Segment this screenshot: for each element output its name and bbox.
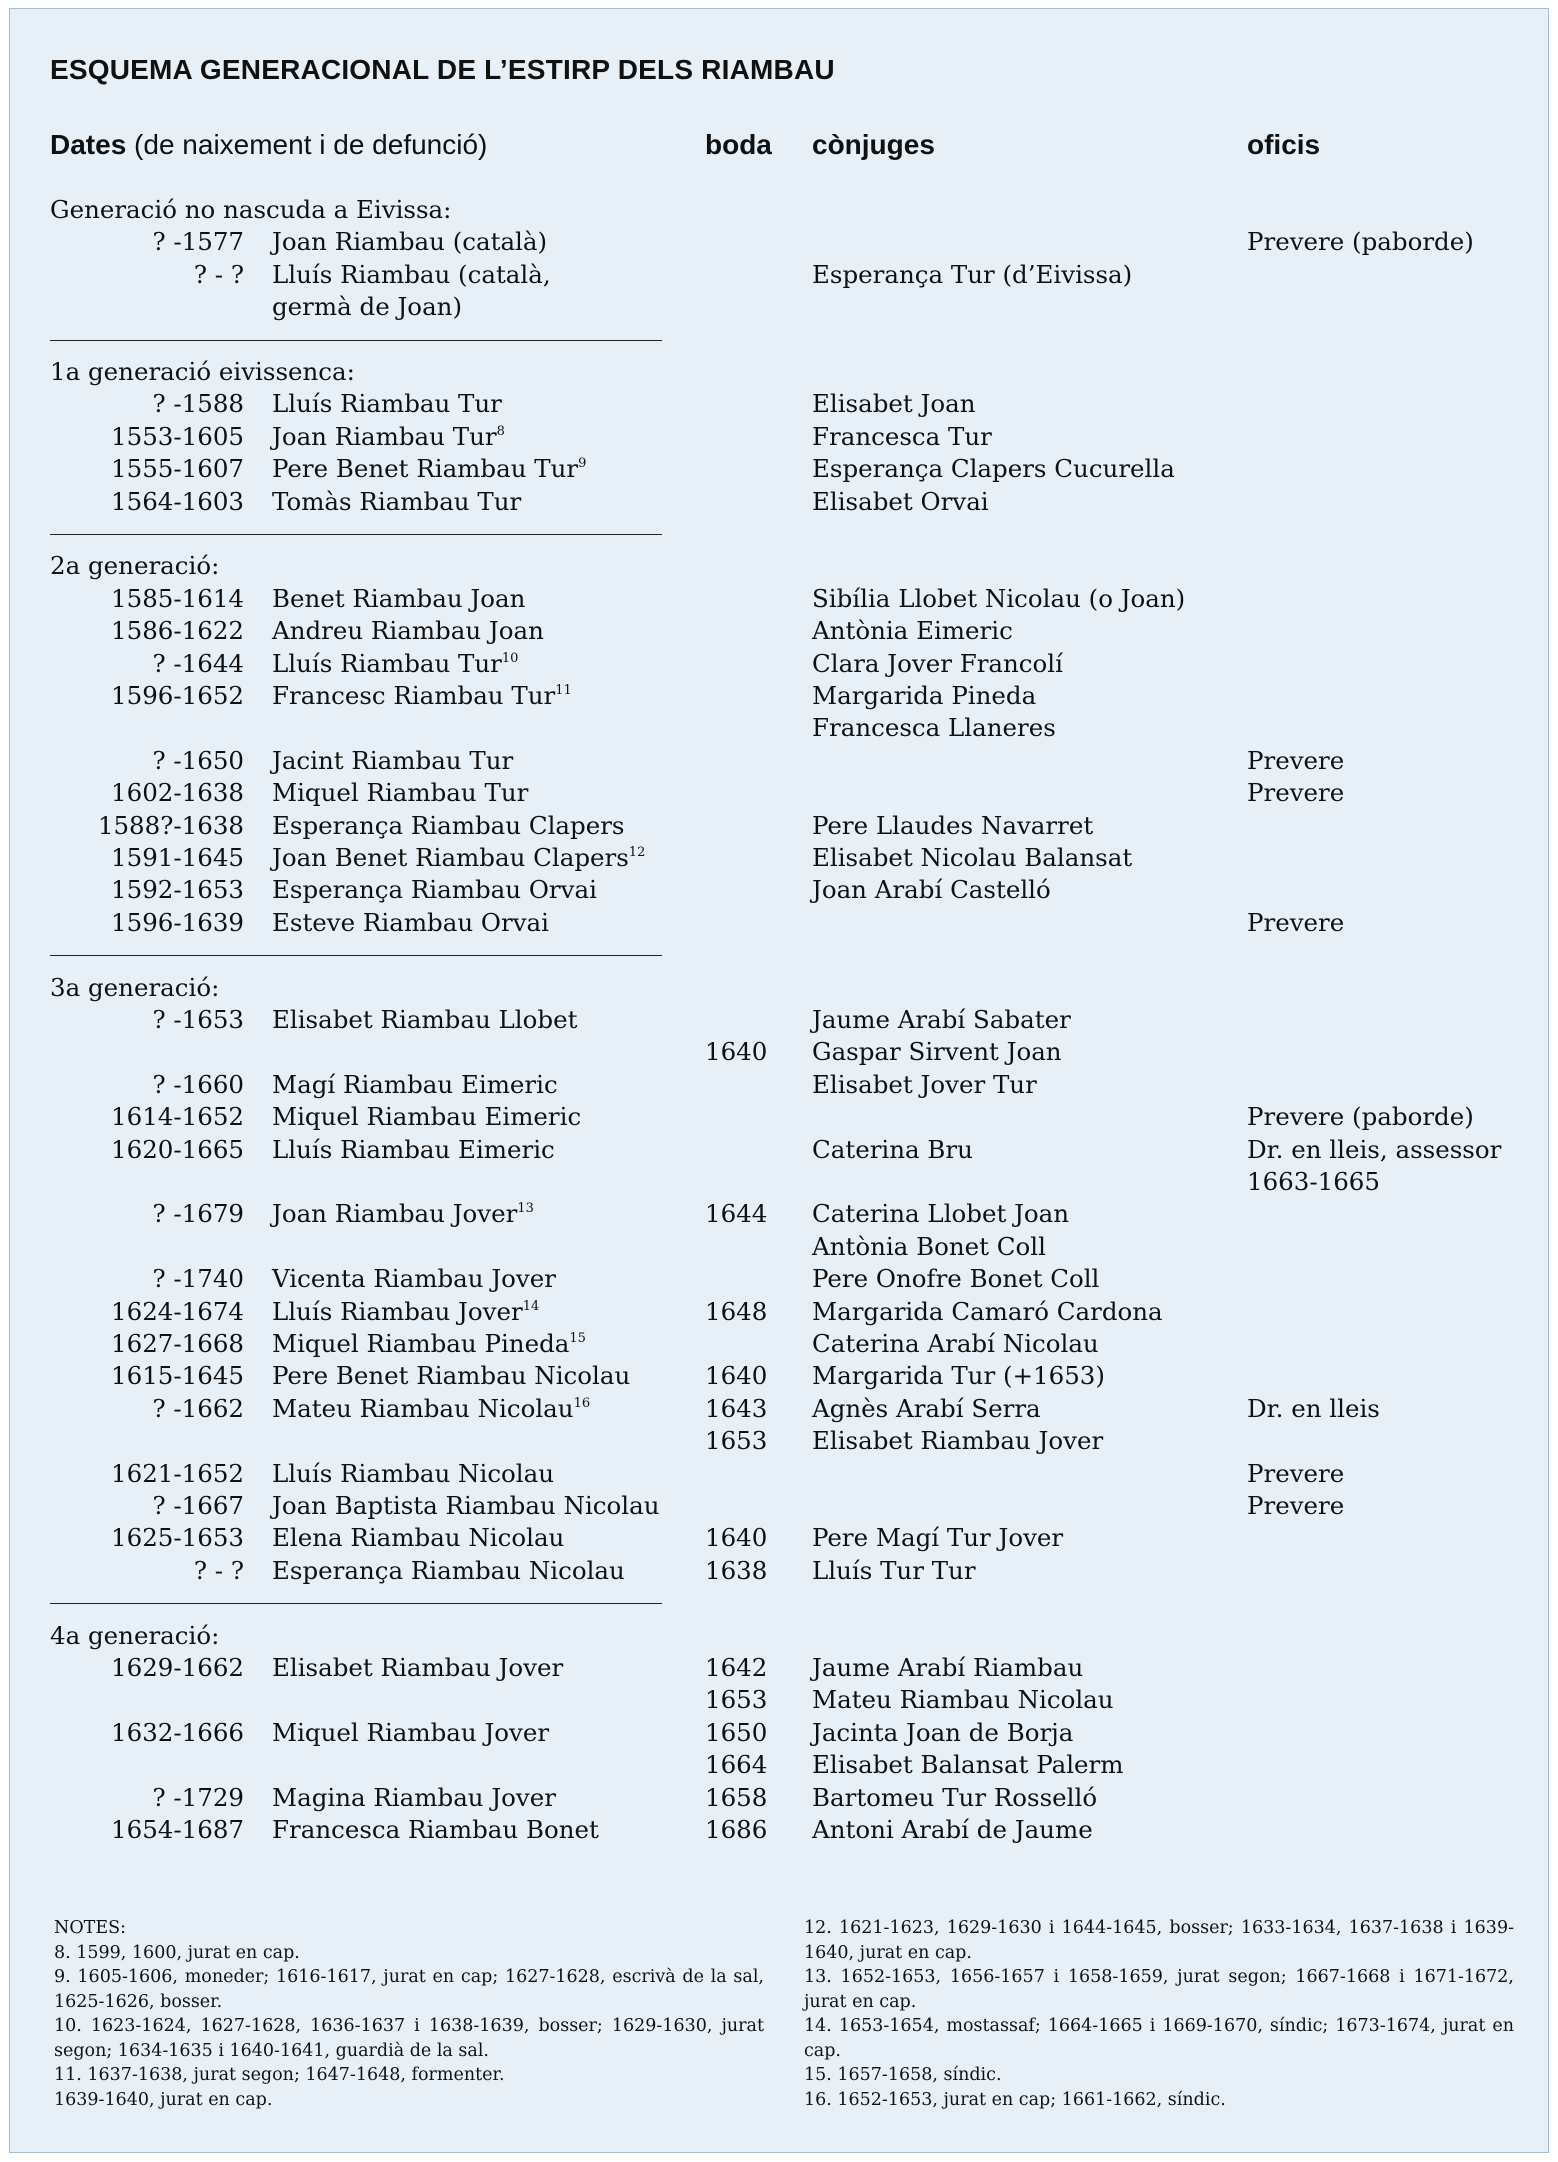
spouse-name: Bartomeu Tur Rosselló [812, 1782, 1098, 1812]
person-name: Pere Benet Riambau Nicolau [272, 1361, 631, 1391]
occupation: Prevere [1247, 1491, 1345, 1520]
table-row [10, 1004, 1550, 1036]
table-row [10, 777, 1550, 809]
wedding-year: 1648 [705, 1296, 768, 1326]
table-row [10, 810, 1550, 842]
person-name: Andreu Riambau Joan [272, 616, 544, 646]
wedding-year: 1653 [705, 1685, 768, 1715]
spouse-name: Joan Arabí Castelló [812, 875, 1051, 905]
life-dates: ? - ? [193, 1555, 244, 1585]
life-dates: 1585-1614 [111, 583, 244, 613]
person-name: Lluís Riambau Tur [272, 389, 502, 419]
life-dates: 1624-1674 [111, 1296, 244, 1326]
person-name-cell [272, 421, 505, 453]
spouse-name: Antònia Bonet Coll [812, 1231, 1046, 1261]
generation-heading [10, 356, 1550, 388]
table-row [10, 291, 1550, 323]
generation-label: 4a generació: [50, 1620, 220, 1650]
table-row [10, 842, 1550, 874]
life-dates: ? -1644 [152, 648, 244, 678]
life-dates: ? -1577 [152, 227, 244, 257]
person-name: Joan Riambau (català) [272, 227, 548, 257]
footnote-ref: 11 [555, 683, 572, 698]
generation-heading [10, 194, 1550, 226]
note: 13. 1652-1653, 1656-1657 i 1658-1659, jurat segon; 1667-1668 i 1671-1672, jurat en cap. [804, 1967, 1514, 2012]
occupation: Prevere [1247, 778, 1345, 808]
life-dates: ? -1679 [152, 1199, 244, 1229]
spouse-name: Caterina Arabí Nicolau [812, 1329, 1099, 1358]
spouse-name: Antònia Eimeric [812, 616, 1013, 646]
spouse-name: Gaspar Sirvent Joan [812, 1037, 1062, 1067]
spouse-name: Francesca Llaneres [812, 713, 1056, 743]
note: 10. 1623-1624, 1627-1628, 1636-1637 i 1638-1639, bosser; 1629-1630, jurat segon; 1634-1635 i 1640-1641, guardià de la sal. [54, 2016, 764, 2061]
wedding-year: 1644 [705, 1199, 768, 1229]
life-dates: 1586-1622 [111, 616, 244, 646]
spouse-name: Elisabet Balansat Palerm [812, 1750, 1124, 1780]
person-name: Benet Riambau Joan [272, 583, 526, 613]
person-name-cell [272, 1198, 534, 1230]
life-dates: 1553-1605 [111, 421, 244, 451]
note: 9. 1605-1606, moneder; 1616-1617, jurat en cap; 1627-1628, escrivà de la sal, 1625-1626, bosser. [54, 1967, 764, 2012]
person-name: Joan Riambau Tur [272, 421, 497, 451]
life-dates: 1614-1652 [111, 1102, 244, 1132]
person-name: Lluís Riambau Tur [272, 648, 502, 678]
spouse-name: Sibília Llobet Nicolau (o Joan) [812, 583, 1186, 613]
table-row [10, 712, 1550, 744]
person-name-cell [272, 842, 645, 874]
occupation: Prevere (paborde) [1247, 1102, 1474, 1132]
generation-label: Generació no nascuda a Eivissa: [50, 195, 452, 224]
table-row [10, 745, 1550, 777]
person-name: Elena Riambau Nicolau [272, 1523, 565, 1553]
life-dates: ? -1740 [152, 1264, 244, 1294]
spouse-name: Esperança Clapers Cucurella [812, 454, 1175, 484]
person-name-cell [272, 1393, 590, 1425]
spouse-name: Agnès Arabí Serra [812, 1393, 1041, 1423]
person-name: Lluís Riambau (català, [272, 259, 551, 289]
note: 14. 1653-1654, mostassaf; 1664-1665 i 1669-1670, síndic; 1673-1674, jurat en cap. [804, 2016, 1514, 2061]
person-name: Lluís Riambau Jover [272, 1296, 523, 1326]
generation-separator [50, 955, 662, 956]
person-name: Esperança Riambau Orvai [272, 875, 597, 905]
occupation: Prevere [1247, 1458, 1345, 1488]
spouse-name: Margarida Pineda [812, 681, 1037, 710]
spouse-name: Elisabet Riambau Jover [812, 1426, 1104, 1456]
table-row [10, 1360, 1550, 1392]
table-row [10, 1749, 1550, 1781]
spouse-name: Antoni Arabí de Jaume [812, 1815, 1093, 1844]
note: 15. 1657-1658, síndic. [804, 2065, 1002, 2085]
life-dates: ? -1588 [152, 389, 244, 419]
generation-separator [50, 1603, 662, 1604]
table-row [10, 1490, 1550, 1522]
table-row [10, 1263, 1550, 1295]
life-dates: 1632-1666 [111, 1717, 244, 1747]
table-row [10, 226, 1550, 258]
person-name: Lluís Riambau Eimeric [272, 1134, 555, 1164]
table-row [10, 1425, 1550, 1457]
life-dates: ? -1667 [152, 1491, 244, 1520]
person-name: germà de Joan) [272, 292, 463, 322]
person-name: Miquel Riambau Jover [272, 1717, 550, 1747]
spouse-name: Jaume Arabí Riambau [812, 1653, 1084, 1682]
person-name: Mateu Riambau Nicolau [272, 1393, 574, 1423]
person-name: Miquel Riambau Tur [272, 778, 529, 808]
table-row [10, 486, 1550, 518]
life-dates: ? -1660 [152, 1069, 244, 1099]
life-dates: 1620-1665 [111, 1134, 244, 1164]
spouse-name: Caterina Bru [812, 1134, 973, 1164]
table-row [10, 1782, 1550, 1814]
spouse-name: Jaume Arabí Sabater [812, 1005, 1071, 1034]
table-row [10, 453, 1550, 485]
spouse-name: Caterina Llobet Joan [812, 1199, 1070, 1229]
generation-label: 3a generació: [50, 972, 220, 1002]
person-name: Pere Benet Riambau Tur [272, 454, 579, 484]
spouse-name: Pere Llaudes Navarret [812, 810, 1094, 840]
generation-label: 2a generació: [50, 551, 220, 581]
wedding-year: 1640 [705, 1523, 768, 1553]
table-row [10, 648, 1550, 680]
table-row [10, 1522, 1550, 1554]
generation-heading [10, 1620, 1550, 1652]
header-conjuges: cònjuges [812, 129, 935, 160]
life-dates: 1625-1653 [111, 1523, 244, 1553]
generation-label: 1a generació eivissenca: [50, 357, 355, 386]
spouse-name: Esperança Tur (d’Eivissa) [812, 259, 1133, 289]
generation-separator [50, 340, 662, 341]
person-name: Francesc Riambau Tur [272, 681, 556, 710]
generation-heading [10, 550, 1550, 582]
wedding-year: 1640 [705, 1361, 768, 1391]
life-dates: 1629-1662 [111, 1653, 244, 1682]
person-name-cell [272, 680, 572, 712]
spouse-name: Pere Onofre Bonet Coll [812, 1264, 1100, 1294]
table-row [10, 421, 1550, 453]
person-name-cell [272, 1296, 539, 1328]
table-row [10, 1296, 1550, 1328]
header-dates [50, 129, 487, 161]
note: 1639-1640, jurat en cap. [54, 2089, 273, 2110]
header-dates-note: (de naixement i de defunció) [134, 129, 488, 160]
person-name: Miquel Riambau Eimeric [272, 1102, 582, 1132]
table-row [10, 907, 1550, 939]
person-name: Elisabet Riambau Jover [272, 1653, 564, 1682]
spouse-name: Elisabet Joan [812, 389, 976, 419]
occupation: Dr. en lleis [1247, 1393, 1380, 1423]
person-name: Joan Baptista Riambau Nicolau [272, 1491, 660, 1520]
life-dates: ? -1650 [152, 745, 244, 775]
footnote-ref: 16 [573, 1395, 591, 1411]
header-oficis: oficis [1247, 129, 1321, 160]
person-name: Jacint Riambau Tur [272, 745, 514, 775]
header-dates-label: Dates [50, 129, 127, 160]
page-title: ESQUEMA GENERACIONAL DE L’ESTIRP DELS RIAMBAU [50, 54, 835, 85]
wedding-year: 1653 [705, 1426, 768, 1456]
occupation: Prevere (paborde) [1247, 227, 1474, 257]
spouse-name: Elisabet Orvai [812, 486, 989, 516]
person-name: Esperança Riambau Clapers [272, 810, 625, 840]
table-row [10, 1166, 1550, 1198]
wedding-year: 1664 [705, 1750, 768, 1780]
table-row [10, 1198, 1550, 1230]
person-name: Miquel Riambau Pineda [272, 1329, 570, 1358]
spouse-name: Lluís Tur Tur [812, 1555, 976, 1585]
table-row [10, 874, 1550, 906]
generation-heading [10, 972, 1550, 1004]
life-dates: 1615-1645 [111, 1361, 244, 1391]
person-name: Joan Riambau Jover [272, 1199, 518, 1229]
table-row [10, 1393, 1550, 1425]
table-row [10, 1101, 1550, 1133]
life-dates: 1591-1645 [111, 843, 244, 872]
wedding-year: 1640 [705, 1037, 768, 1067]
life-dates: 1627-1668 [111, 1329, 244, 1358]
wedding-year: 1658 [705, 1782, 768, 1812]
footnote-ref: 13 [517, 1201, 534, 1217]
table-row [10, 1684, 1550, 1716]
life-dates: ? - ? [193, 259, 244, 289]
footnote-ref: 15 [569, 1331, 586, 1346]
spouse-name: Margarida Camaró Cardona [812, 1296, 1163, 1326]
person-name: Vicenta Riambau Jover [272, 1264, 556, 1294]
person-name: Elisabet Riambau Llobet [272, 1005, 578, 1034]
table-row [10, 1555, 1550, 1587]
person-name: Lluís Riambau Nicolau [272, 1458, 555, 1488]
footnote-ref: 12 [628, 845, 646, 860]
note: 8. 1599, 1600, jurat en cap. [54, 1942, 300, 1963]
table-row [10, 583, 1550, 615]
person-name: Magí Riambau Eimeric [272, 1069, 558, 1099]
spouse-name: Clara Jover Francolí [812, 648, 1063, 678]
table-row [10, 388, 1550, 420]
wedding-year: 1650 [705, 1717, 768, 1747]
spouse-name: Elisabet Nicolau Balansat [812, 843, 1133, 872]
note: 16. 1652-1653, jurat en cap; 1661-1662, síndic. [804, 2089, 1226, 2110]
life-dates: 1588?-1638 [97, 810, 244, 840]
occupation: Prevere [1247, 745, 1345, 775]
header-boda: boda [705, 129, 772, 160]
occupation: Prevere [1247, 907, 1345, 937]
life-dates: 1596-1639 [111, 907, 244, 937]
table-row [10, 259, 1550, 291]
spouse-name: Elisabet Jover Tur [812, 1069, 1037, 1099]
spouse-name: Margarida Tur (+1653) [812, 1361, 1105, 1391]
table-row [10, 1814, 1550, 1846]
wedding-year: 1686 [705, 1815, 768, 1844]
life-dates: 1621-1652 [111, 1458, 244, 1488]
life-dates: 1592-1653 [111, 875, 244, 905]
spouse-name: Mateu Riambau Nicolau [812, 1685, 1114, 1715]
table-row [10, 1069, 1550, 1101]
note: 11. 1637-1638, jurat segon; 1647-1648, formenter. [54, 2065, 505, 2085]
person-name-cell [272, 1328, 586, 1360]
wedding-year: 1638 [705, 1555, 768, 1585]
footnote-ref: 14 [522, 1298, 540, 1314]
person-name: Magina Riambau Jover [272, 1782, 556, 1812]
note: 12. 1621-1623, 1629-1630 i 1644-1645, bosser; 1633-1634, 1637-1638 i 1639-1640, jurat en cap. [804, 1918, 1514, 1963]
footnote-ref: 10 [501, 650, 519, 666]
table-row [10, 1036, 1550, 1068]
life-dates: 1596-1652 [111, 681, 244, 710]
table-row [10, 1328, 1550, 1360]
table-row [10, 1458, 1550, 1490]
wedding-year: 1642 [705, 1653, 768, 1682]
person-name: Francesca Riambau Bonet [272, 1815, 599, 1844]
notes-right-column [804, 1916, 1514, 2112]
notes-heading: NOTES: [54, 1918, 126, 1938]
life-dates: ? -1662 [152, 1393, 244, 1423]
spouse-name: Pere Magí Tur Jover [812, 1523, 1064, 1553]
life-dates: 1564-1603 [111, 486, 244, 516]
footnote-ref: 9 [578, 456, 587, 472]
life-dates: ? -1729 [152, 1782, 244, 1812]
spouse-name: Francesca Tur [812, 421, 992, 451]
table-row [10, 1717, 1550, 1749]
life-dates: 1555-1607 [111, 454, 244, 484]
table-row [10, 1134, 1550, 1166]
generation-separator [50, 534, 662, 535]
person-name: Esteve Riambau Orvai [272, 907, 549, 937]
person-name: Tomàs Riambau Tur [272, 486, 522, 516]
genealogy-panel [9, 8, 1549, 2153]
person-name-cell [272, 648, 518, 680]
table-row [10, 1652, 1550, 1684]
occupation: 1663-1665 [1247, 1167, 1380, 1196]
life-dates: 1602-1638 [111, 778, 244, 808]
life-dates: 1654-1687 [111, 1815, 244, 1844]
table-row [10, 1231, 1550, 1263]
person-name: Esperança Riambau Nicolau [272, 1555, 625, 1585]
table-row [10, 615, 1550, 647]
person-name: Joan Benet Riambau Clapers [272, 843, 629, 872]
person-name-cell [272, 453, 586, 485]
footnote-ref: 8 [496, 423, 505, 439]
occupation: Dr. en lleis, assessor [1247, 1134, 1502, 1164]
wedding-year: 1643 [705, 1393, 768, 1423]
life-dates: ? -1653 [152, 1005, 244, 1034]
table-row [10, 680, 1550, 712]
notes-left-column [54, 1916, 764, 2112]
spouse-name: Jacinta Joan de Borja [812, 1717, 1074, 1747]
